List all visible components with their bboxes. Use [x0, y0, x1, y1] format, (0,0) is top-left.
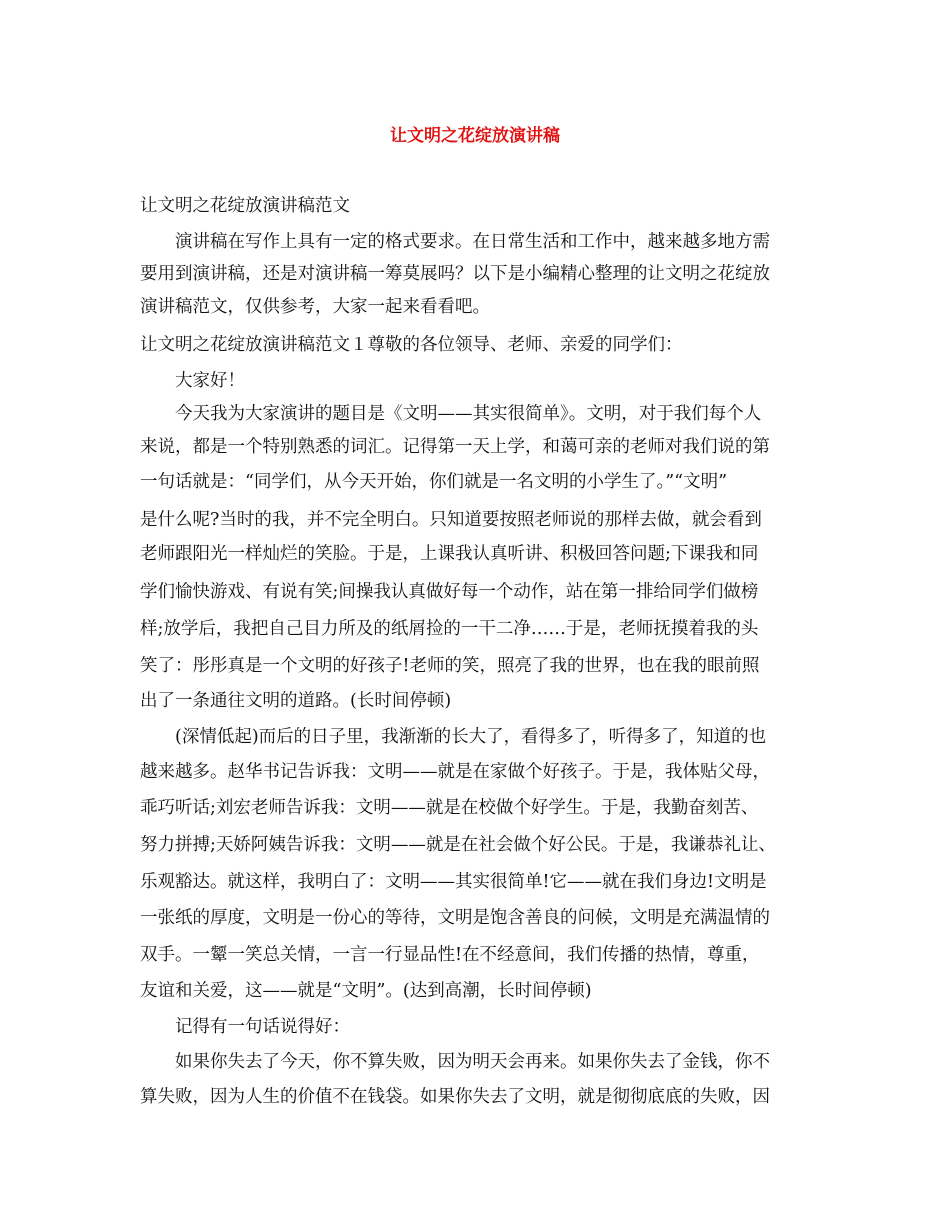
text-line: 学们愉快游戏、有说有笑;间操我认真做好每一个动作，站在第一排给同学们做榜 — [140, 582, 759, 602]
text-line: 让文明之花绽放演讲稿范文１尊敬的各位领导、老师、亲爱的同学们： — [140, 335, 683, 355]
text-line: 演讲稿在写作上具有一定的格式要求。在日常生活和工作中，越来越多地方需 — [140, 232, 770, 252]
text-line: 演讲稿范文，仅供参考，大家一起来看看吧。 — [140, 297, 490, 317]
text-line: 乖巧听话;刘宏老师告诉我：文明——就是在校做个好学生。于是，我勤奋刻苦、 — [140, 798, 759, 818]
text-line: 算失败，因为人生的价值不在钱袋。如果你失去了文明，就是彻彻底底的失败，因 — [140, 1087, 770, 1107]
text-line: 老师跟阳光一样灿烂的笑脸。于是，上课我认真听讲、积极回答问题;下课我和同 — [140, 544, 759, 564]
text-line: 记得有一句话说得好： — [140, 1017, 350, 1037]
text-line: 乐观豁达。就这样，我明白了：文明——其实很简单!它——就在我们身边!文明是 — [140, 872, 767, 892]
text-line: 越来越多。赵华书记告诉我：文明——就是在家做个好孩子。于是，我体贴父母， — [140, 762, 770, 782]
text-line: 友谊和关爱，这——就是“文明”。(达到高潮，长时间停顿) — [140, 981, 592, 1001]
text-line: 一张纸的厚度，文明是一份心的等待，文明是饱含善良的问候，文明是充满温情的 — [140, 908, 770, 928]
text-line: 努力拼搏;天娇阿姨告诉我：文明——就是在社会做个好公民。于是，我谦恭礼让、 — [140, 835, 776, 855]
text-line: 是什么呢?当时的我，并不完全明白。只知道要按照老师说的那样去做，就会看到 — [140, 510, 762, 530]
text-line: 让文明之花绽放演讲稿范文 — [140, 196, 350, 216]
text-line: (深情低起)而后的日子里，我渐渐的长大了，看得多了，听得多了，知道的也 — [140, 727, 767, 747]
document-title: 让文明之花绽放演讲稿 — [390, 126, 560, 146]
text-line: 一句话就是：“同学们，从今天开始，你们就是一名文明的小学生了。”“文明” — [140, 472, 728, 492]
text-line: 大家好！ — [140, 371, 245, 391]
text-line: 要用到演讲稿，还是对演讲稿一筹莫展吗？以下是小编精心整理的让文明之花绽放 — [140, 264, 770, 284]
text-line: 出了一条通往文明的道路。(长时间停顿) — [140, 691, 452, 711]
text-line: 双手。一颦一笑总关情，一言一行显品性!在不经意间，我们传播的热情，尊重， — [140, 945, 760, 965]
text-line: 今天我为大家演讲的题目是《文明——其实很简单》。文明，对于我们每个人 — [140, 404, 762, 424]
text-line: 笑了：彤彤真是一个文明的好孩子!老师的笑，照亮了我的世界，也在我的眼前照 — [140, 656, 760, 676]
text-line: 来说，都是一个特别熟悉的词汇。记得第一天上学，和蔼可亲的老师对我们说的第 — [140, 437, 770, 457]
text-line: 如果你失去了今天，你不算失败，因为明天会再来。如果你失去了金钱，你不 — [140, 1052, 770, 1072]
text-line: 样;放学后，我把自己目力所及的纸屑捡的一干二净……于是，老师抚摸着我的头 — [140, 619, 759, 639]
